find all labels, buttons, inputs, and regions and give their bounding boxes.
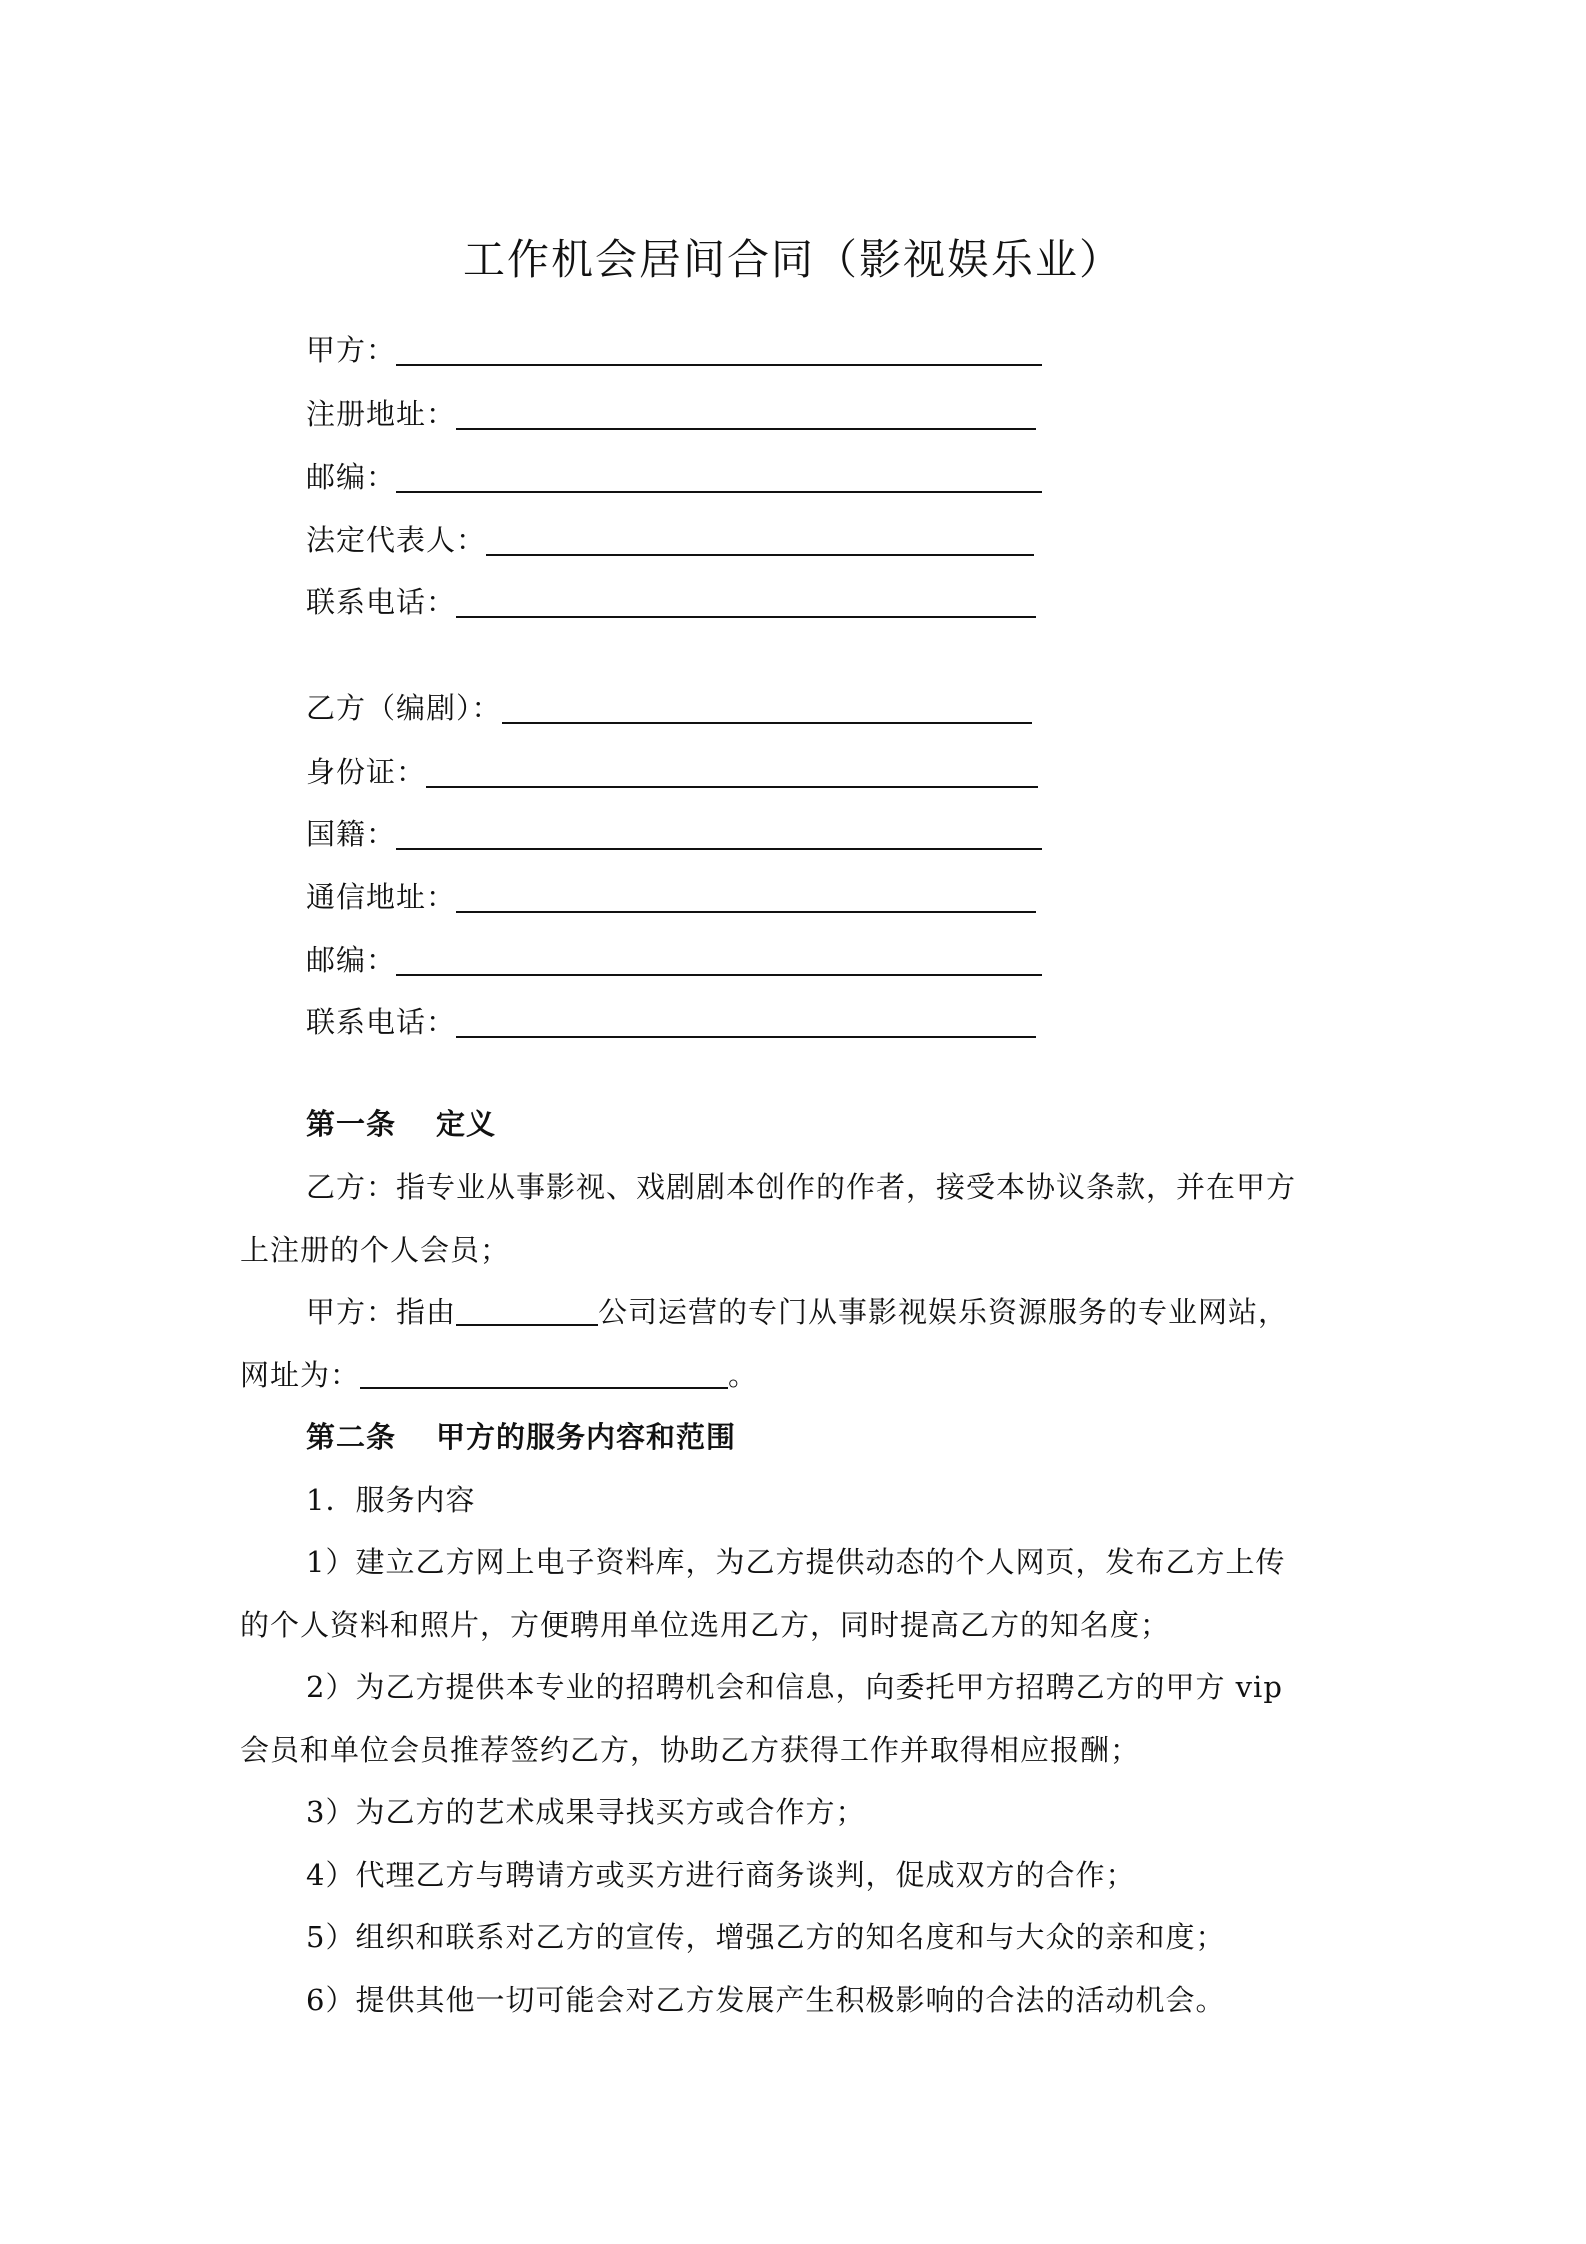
fill-in-blank[interactable]: [396, 940, 1042, 976]
paragraph-line: 上注册的个人会员；: [240, 1233, 511, 1267]
list-item-continuation: 会员和单位会员推荐签约乙方，协助乙方获得工作并取得相应报酬；: [240, 1733, 1141, 1767]
paragraph-line: [306, 1290, 1288, 1334]
fill-in-blank[interactable]: [456, 877, 1036, 913]
fill-in-blank[interactable]: [456, 582, 1036, 618]
section-subheading: 1．服务内容: [306, 1483, 476, 1517]
field-label: 甲方：: [306, 333, 397, 367]
field-label: 身份证：: [306, 755, 427, 789]
field-label: 乙方（编剧）：: [306, 691, 502, 725]
party-a-name-field: [306, 328, 1042, 372]
paragraph-line: [240, 1353, 758, 1397]
fill-in-blank[interactable]: [486, 520, 1034, 556]
party-b-mailing-address-field: [306, 875, 1036, 919]
party-a-legal-representative-field: [306, 518, 1034, 562]
document-title: 工作机会居间合同（影视娱乐业）: [462, 235, 1123, 284]
text-segment: 公司运营的专门从事影视娱乐资源服务的专业网站，: [598, 1295, 1289, 1329]
field-label: 国籍：: [306, 817, 397, 851]
field-label: 注册地址：: [306, 397, 457, 431]
field-label: 联系电话：: [306, 1005, 457, 1039]
fill-in-blank[interactable]: [426, 752, 1038, 788]
fill-in-blank[interactable]: [360, 1357, 728, 1389]
article-title: 定义: [436, 1107, 497, 1141]
field-label: 邮编：: [306, 460, 397, 494]
list-item: 2）为乙方提供本专业的招聘机会和信息，向委托甲方招聘乙方的甲方 vip: [306, 1670, 1283, 1704]
field-label: 邮编：: [306, 943, 397, 977]
fill-in-blank[interactable]: [456, 1294, 598, 1326]
text-segment: 甲方：指由: [306, 1295, 457, 1329]
fill-in-blank[interactable]: [396, 814, 1042, 850]
list-item: 1）建立乙方网上电子资料库，为乙方提供动态的个人网页，发布乙方上传: [306, 1545, 1286, 1579]
party-b-postcode-field: [306, 938, 1042, 982]
paragraph-line: 乙方：指专业从事影视、戏剧剧本创作的作者，接受本协议条款，并在甲方: [306, 1170, 1297, 1204]
fill-in-blank[interactable]: [456, 394, 1036, 430]
party-b-phone-field: [306, 1000, 1036, 1044]
fill-in-blank[interactable]: [396, 330, 1042, 366]
article-1-heading: [306, 1102, 496, 1146]
list-item: 4）代理乙方与聘请方或买方进行商务谈判，促成双方的合作；: [306, 1858, 1136, 1892]
article-2-heading: [306, 1415, 736, 1459]
field-label: 通信地址：: [306, 880, 457, 914]
list-item: 5）组织和联系对乙方的宣传，增强乙方的知名度和与大众的亲和度；: [306, 1920, 1226, 1954]
fill-in-blank[interactable]: [396, 457, 1042, 493]
party-b-id-field: [306, 750, 1038, 794]
party-b-nationality-field: [306, 812, 1042, 856]
list-item-continuation: 的个人资料和照片，方便聘用单位选用乙方，同时提高乙方的知名度；: [240, 1608, 1171, 1642]
party-a-registered-address-field: [306, 392, 1036, 436]
article-number: 第二条: [306, 1420, 397, 1454]
fill-in-blank[interactable]: [502, 688, 1032, 724]
list-item: 6）提供其他一切可能会对乙方发展产生积极影响的合法的活动机会。: [306, 1983, 1226, 2017]
field-label: 联系电话：: [306, 585, 457, 619]
fill-in-blank[interactable]: [456, 1002, 1036, 1038]
article-number: 第一条: [306, 1107, 397, 1141]
text-segment: 。: [728, 1358, 759, 1392]
party-b-name-field: [306, 686, 1032, 730]
field-label: 法定代表人：: [306, 523, 487, 557]
list-item: 3）为乙方的艺术成果寻找买方或合作方；: [306, 1795, 866, 1829]
party-a-postcode-field: [306, 455, 1042, 499]
party-a-phone-field: [306, 580, 1036, 624]
article-title: 甲方的服务内容和范围: [436, 1420, 737, 1454]
text-segment: 网址为：: [240, 1358, 361, 1392]
